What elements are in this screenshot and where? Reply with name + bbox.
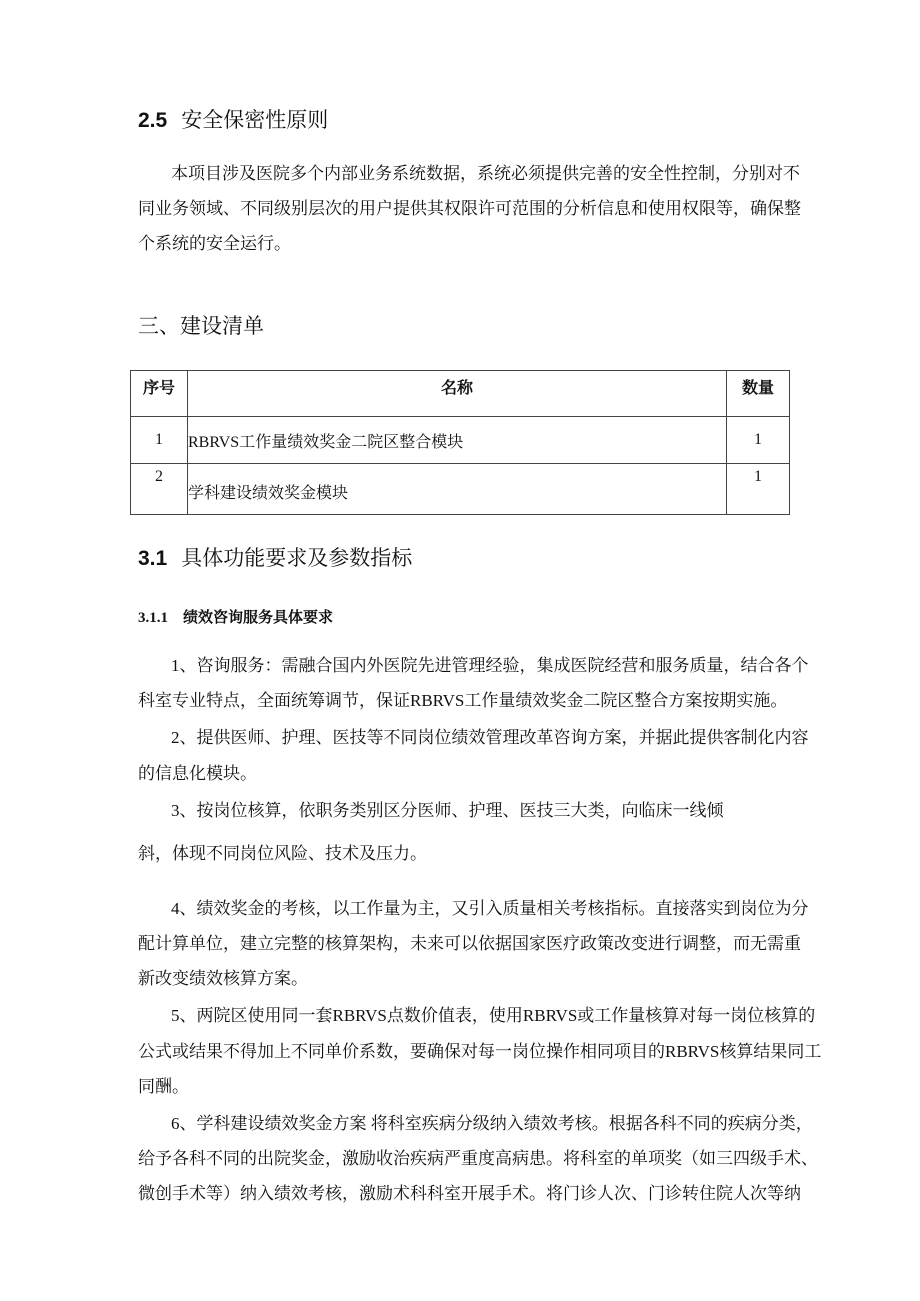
header-name: 名称 bbox=[188, 371, 727, 417]
heading-3-1-1: 3.1.1 绩效咨询服务具体要求 bbox=[138, 610, 334, 626]
list-item-continuation: 新改变绩效核算方案。 bbox=[138, 969, 308, 988]
heading-title: 具体功能要求及参数指标 bbox=[181, 546, 413, 570]
list-item: 5、两院区使用同一套RBRVS点数价值表，使用RBRVS或工作量核算对每一岗位核算的 bbox=[171, 1006, 816, 1025]
list-item: 1、咨询服务：需融合国内外医院先进管理经验，集成医院经营和服务质量，结合各个 bbox=[171, 656, 809, 675]
table-row bbox=[131, 464, 790, 515]
cell-name: 学科建设绩效奖金模块 bbox=[188, 464, 727, 515]
paragraph-line: 同业务领域、不同级别层次的用户提供其权限许可范围的分析信息和使用权限等，确保整 bbox=[138, 199, 801, 218]
list-item-continuation: 给予各科不同的出院奖金，激励收治疾病严重度高病患。将科室的单项奖（如三四级手术、 bbox=[138, 1149, 818, 1168]
cell-quantity: 1 bbox=[727, 417, 790, 464]
header-index: 序号 bbox=[131, 371, 188, 417]
list-item: 6、学科建设绩效奖金方案 将科室疾病分级纳入绩效考核。根据各科不同的疾病分类， bbox=[171, 1114, 813, 1133]
table-row bbox=[131, 417, 790, 464]
cell-quantity: 1 bbox=[727, 464, 790, 515]
heading-2-5 bbox=[138, 104, 328, 134]
list-item: 2、提供医师、护理、医技等不同岗位绩效管理改革咨询方案，并据此提供客制化内容 bbox=[171, 728, 809, 747]
construction-list-table bbox=[130, 370, 790, 515]
list-item-continuation: 斜，体现不同岗位风险、技术及压力。 bbox=[138, 844, 427, 863]
cell-index: 2 bbox=[131, 464, 188, 515]
paragraph-line: 个系统的安全运行。 bbox=[138, 234, 291, 253]
list-item-continuation: 科室专业特点，全面统筹调节，保证RBRVS工作量绩效奖金二院区整合方案按期实施。 bbox=[138, 691, 788, 710]
table-header-row bbox=[131, 371, 790, 417]
heading-3: 三、建设清单 bbox=[138, 314, 264, 338]
heading-title: 安全保密性原则 bbox=[181, 108, 329, 132]
heading-number: 3.1 bbox=[138, 547, 168, 570]
paragraph-line: 本项目涉及医院多个内部业务系统数据，系统必须提供完善的安全性控制，分别对不 bbox=[171, 164, 800, 183]
list-item: 3、按岗位核算，依职务类别区分医师、护理、医技三大类，向临床一线倾 bbox=[171, 801, 724, 820]
list-item-continuation: 配计算单位，建立完整的核算架构，未来可以依据国家医疗政策改变进行调整，而无需重 bbox=[138, 934, 801, 953]
cell-index: 1 bbox=[131, 417, 188, 464]
list-item-continuation: 公式或结果不得加上不同单价系数，要确保对每一岗位操作相同项目的RBRVS核算结果同工 bbox=[138, 1042, 822, 1061]
list-item-continuation: 的信息化模块。 bbox=[138, 764, 257, 783]
cell-name: RBRVS工作量绩效奖金二院区整合模块 bbox=[188, 417, 727, 464]
list-item-continuation: 微创手术等）纳入绩效考核，激励术科科室开展手术。将门诊人次、门诊转住院人次等纳 bbox=[138, 1184, 801, 1203]
list-item: 4、绩效奖金的考核，以工作量为主，又引入质量相关考核指标。直接落实到岗位为分 bbox=[171, 899, 809, 918]
heading-3-1 bbox=[138, 542, 412, 572]
list-item-continuation: 同酬。 bbox=[138, 1077, 189, 1096]
heading-number: 2.5 bbox=[138, 109, 168, 132]
header-quantity: 数量 bbox=[727, 371, 790, 417]
